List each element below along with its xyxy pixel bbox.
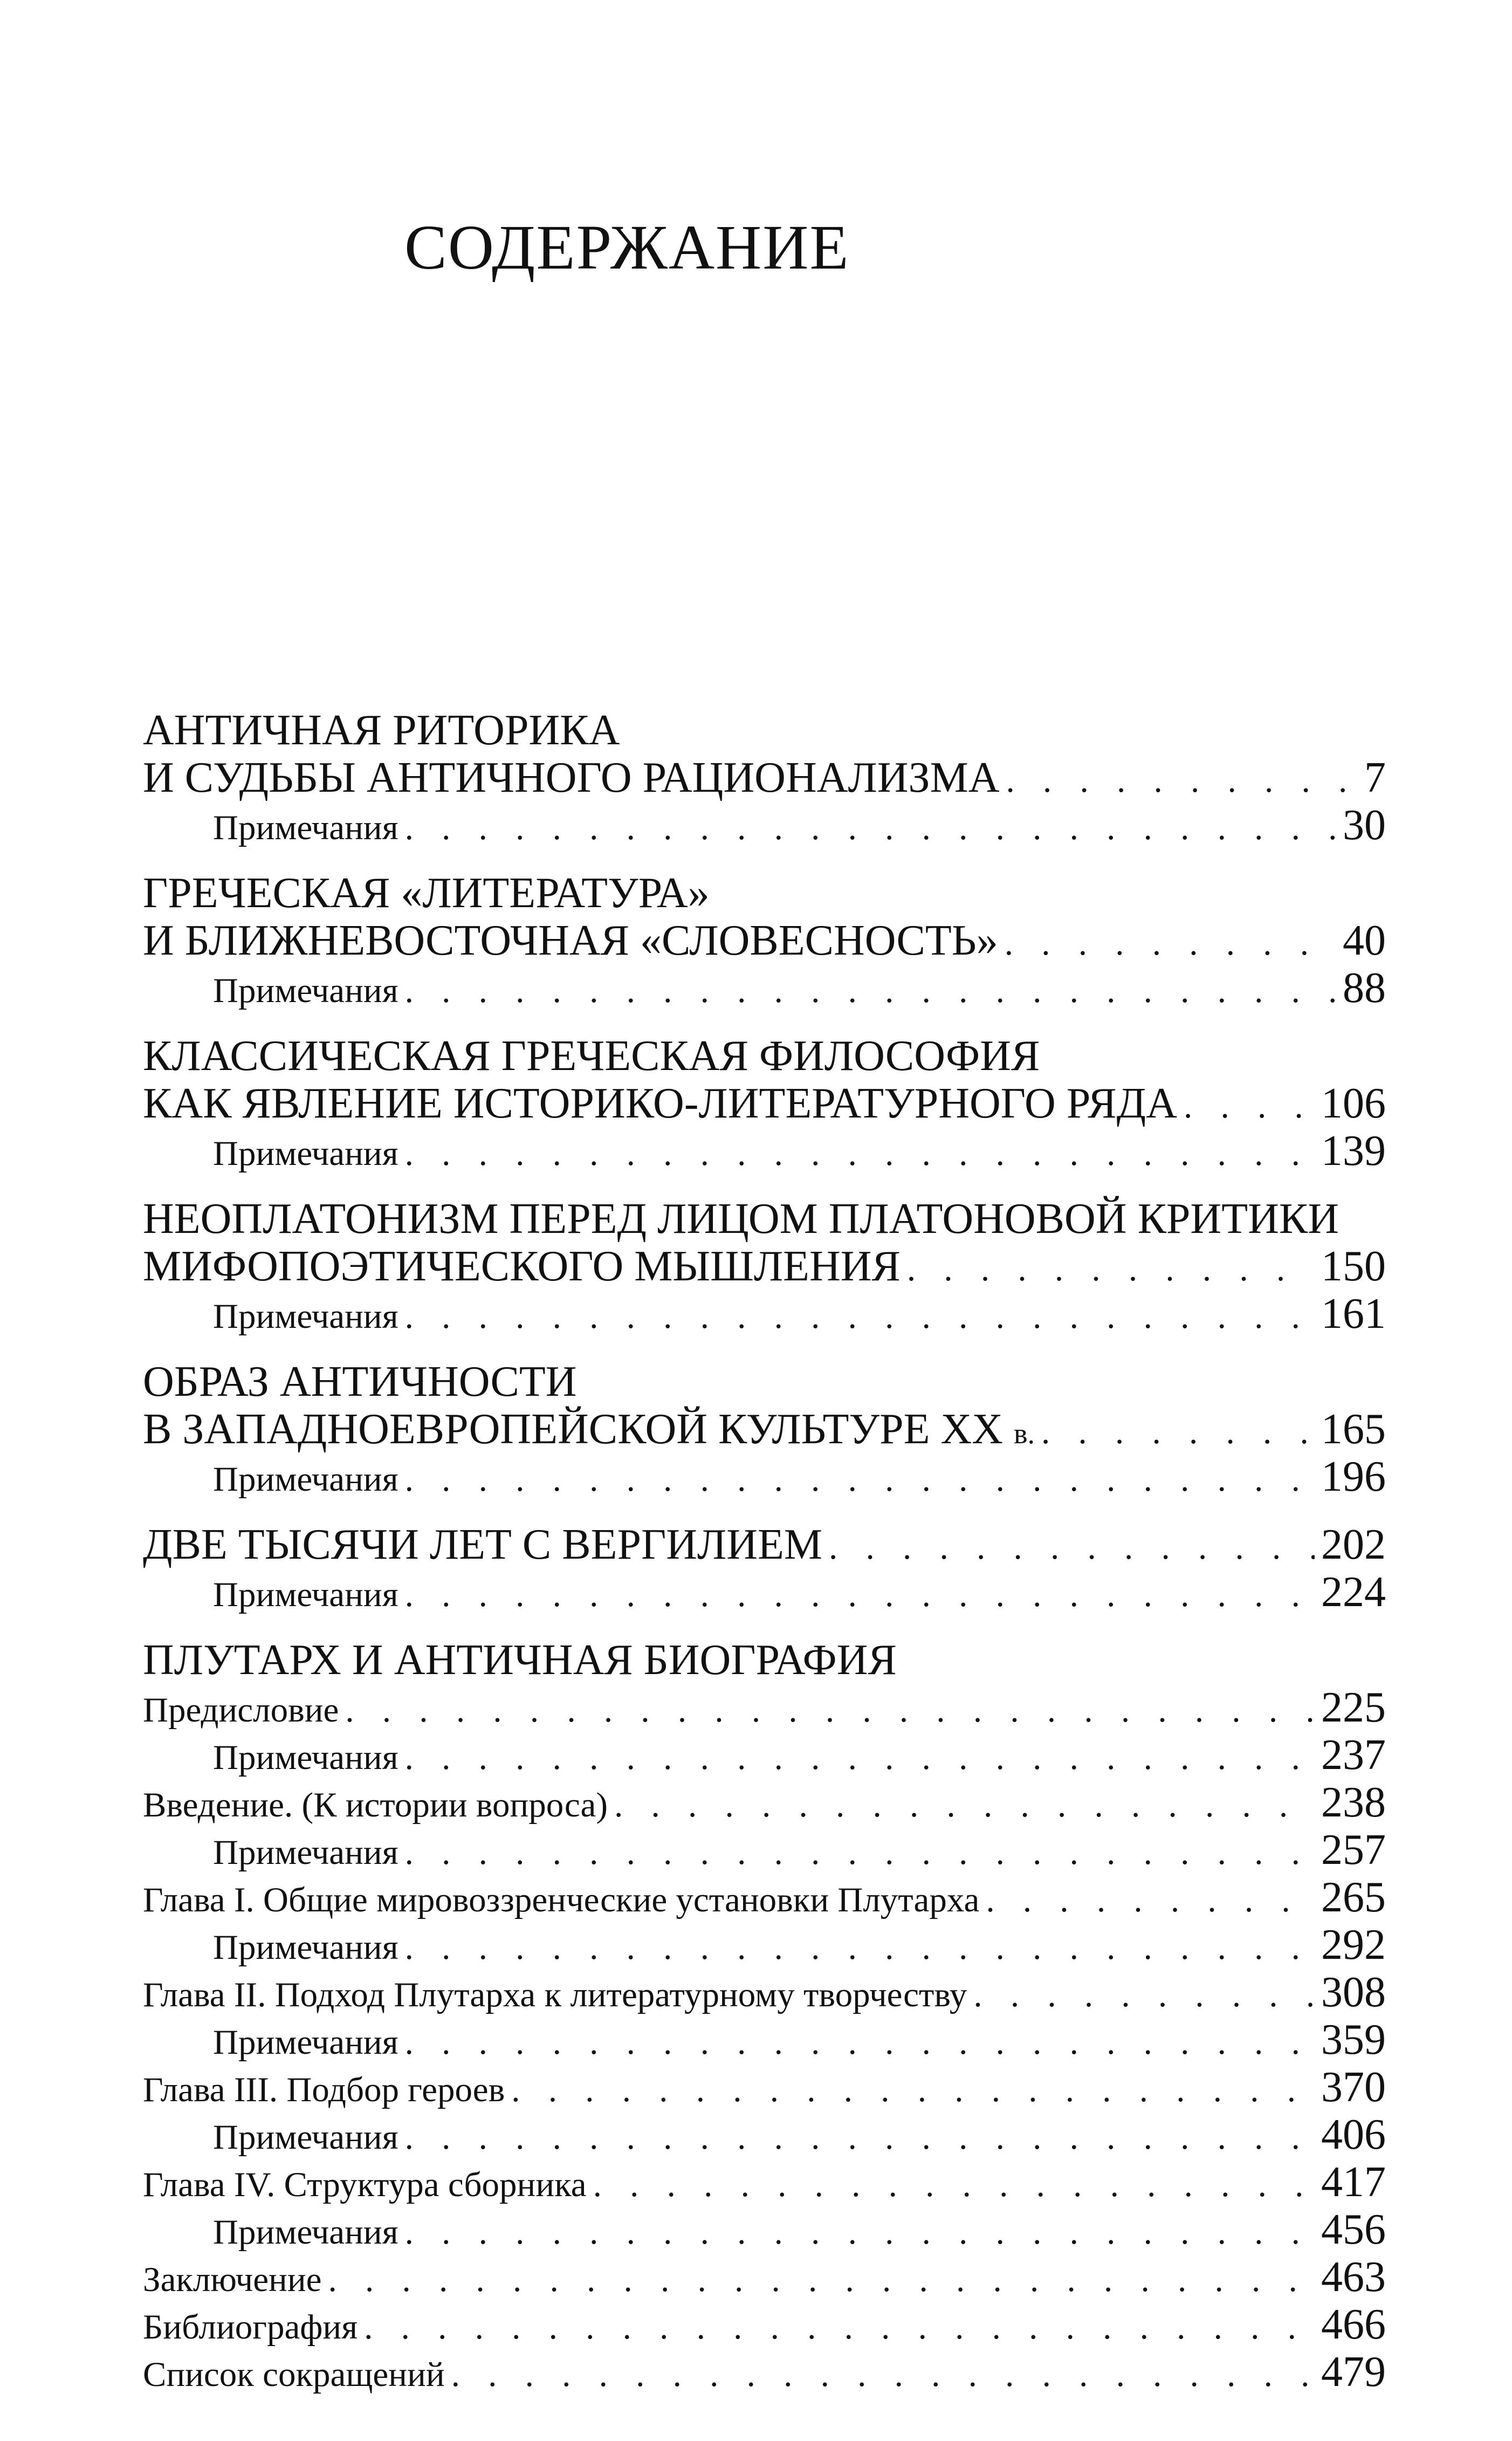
- page-number: 150: [1321, 1243, 1386, 1290]
- notes-line[interactable]: [143, 2016, 1386, 2063]
- section-heading-line: [143, 1636, 1386, 1684]
- leader-dots: [451, 2351, 1315, 2398]
- page-number: 456: [1321, 2206, 1386, 2253]
- leader-dots: [405, 2114, 1315, 2161]
- leader-dots: [328, 2256, 1315, 2303]
- page-number: 257: [1321, 1826, 1386, 1874]
- toc-entry-title-line: [143, 1080, 1386, 1127]
- page-number: 417: [1321, 2158, 1386, 2206]
- leader-dots: [345, 1686, 1315, 1734]
- leader-dots: [1184, 1082, 1315, 1130]
- toc-item[interactable]: [143, 2301, 1386, 2348]
- page-number: 165: [1321, 1405, 1386, 1453]
- notes-label: Примечания: [213, 2213, 398, 2252]
- toc-entry-title: КАК ЯВЛЕНИЕ ИСТОРИКО-ЛИТЕРАТУРНОГО РЯДА: [143, 1080, 1177, 1127]
- page-number: 88: [1343, 964, 1386, 1012]
- toc-entry-title-line: [143, 754, 1386, 801]
- notes-label: Примечания: [213, 1297, 398, 1336]
- page-number: 292: [1321, 1921, 1386, 1969]
- page-number: 30: [1343, 801, 1386, 849]
- page-number: 225: [1321, 1684, 1386, 1731]
- toc-entry-title-line: [143, 1243, 1386, 1290]
- toc-entry-literature[interactable]: [143, 869, 1386, 1012]
- page-number: 238: [1321, 1779, 1386, 1826]
- leader-dots: [986, 1876, 1315, 1924]
- leader-dots: [364, 2303, 1315, 2351]
- leader-dots: [405, 2209, 1315, 2256]
- page-number: 196: [1321, 1453, 1386, 1500]
- notes-label: Примечания: [213, 971, 398, 1010]
- toc-entry-title-line: [143, 1195, 1386, 1243]
- page-number: 308: [1321, 1969, 1386, 2016]
- page-number: 370: [1321, 2063, 1386, 2111]
- toc-item-label: Глава II. Подход Плутарха к литературному творчеству: [143, 1976, 967, 2014]
- toc-entry-title: МИФОПОЭТИЧЕСКОГО МЫШЛЕНИЯ: [143, 1243, 901, 1290]
- toc-entry-title-suffix: в.: [1014, 1417, 1035, 1450]
- toc-entry-title: ОБРАЗ АНТИЧНОСТИ: [143, 1358, 577, 1405]
- toc-entry-title-text: В ЗАПАДНОЕВРОПЕЙСКОЙ КУЛЬТУРЕ XX: [143, 1405, 1003, 1453]
- toc-entry-title: И БЛИЖНЕВОСТОЧНАЯ «СЛОВЕСНОСТЬ»: [143, 917, 998, 964]
- toc-entry-title: ДВЕ ТЫСЯЧИ ЛЕТ С ВЕРГИЛИЕМ: [143, 1521, 823, 1568]
- section-heading: ПЛУТАРХ И АНТИЧНАЯ БИОГРАФИЯ: [143, 1636, 897, 1684]
- leader-dots: [405, 1130, 1315, 1177]
- leader-dots: [614, 1781, 1315, 1829]
- toc-entry-title-line: [143, 1358, 1386, 1405]
- page-number: 265: [1321, 1874, 1386, 1921]
- notes-line[interactable]: [143, 2206, 1386, 2253]
- toc-item-label: Предисловие: [143, 1691, 339, 1730]
- toc-entry-title: [143, 1405, 1035, 1457]
- page-number: 7: [1364, 754, 1386, 801]
- notes-label: Примечания: [213, 1928, 398, 1967]
- toc-entry-rhetoric[interactable]: [143, 707, 1386, 849]
- notes-line[interactable]: [143, 2111, 1386, 2158]
- notes-label: Примечания: [213, 1833, 398, 1872]
- toc-section-plutarch: [143, 1636, 1386, 2396]
- toc-item-label: Введение. (К истории вопроса): [143, 1786, 608, 1825]
- page-number: 359: [1321, 2016, 1386, 2063]
- toc-item[interactable]: [143, 2253, 1386, 2301]
- toc-entry-title: И СУДЬБЫ АНТИЧНОГО РАЦИОНАЛИЗМА: [143, 754, 1000, 801]
- toc-item-label: Глава I. Общие мировоззренческие установки Плутарха: [143, 1881, 980, 1919]
- leader-dots: [405, 2019, 1315, 2066]
- leader-dots: [405, 1456, 1315, 1503]
- page-number: 466: [1321, 2301, 1386, 2348]
- notes-line[interactable]: [143, 1453, 1386, 1500]
- notes-line[interactable]: [143, 1731, 1386, 1779]
- toc-entry-philosophy[interactable]: [143, 1032, 1386, 1175]
- notes-label: Примечания: [213, 1460, 398, 1499]
- toc-item[interactable]: [143, 1684, 1386, 1731]
- leader-dots: [405, 1571, 1315, 1619]
- notes-line[interactable]: [143, 964, 1386, 1012]
- toc-item-label: Библиография: [143, 2308, 358, 2347]
- leader-dots: [907, 1245, 1315, 1293]
- page-number: 202: [1321, 1521, 1386, 1568]
- leader-dots: [593, 2161, 1315, 2209]
- notes-label: Примечания: [213, 2023, 398, 2062]
- toc-item[interactable]: [143, 2348, 1386, 2396]
- table-of-contents: [143, 707, 1386, 2396]
- leader-dots: [405, 967, 1336, 1014]
- leader-dots: [1006, 757, 1358, 804]
- toc-item[interactable]: [143, 2158, 1386, 2206]
- notes-label: Примечания: [213, 1575, 398, 1614]
- notes-label: Примечания: [213, 1134, 398, 1173]
- toc-item[interactable]: [143, 2063, 1386, 2111]
- toc-entry-vergil[interactable]: [143, 1521, 1386, 1616]
- page-number: 463: [1321, 2253, 1386, 2301]
- page-number: 161: [1321, 1290, 1386, 1338]
- toc-entry-title: АНТИЧНАЯ РИТОРИКА: [143, 707, 620, 754]
- leader-dots: [1041, 1408, 1315, 1456]
- toc-item[interactable]: [143, 1969, 1386, 2016]
- leader-dots: [405, 804, 1336, 852]
- toc-entry-title-line: [143, 707, 1386, 754]
- page-number: 40: [1343, 917, 1386, 964]
- page-number: 406: [1321, 2111, 1386, 2158]
- leader-dots: [1005, 920, 1336, 967]
- leader-dots: [829, 1524, 1315, 1571]
- notes-line[interactable]: [143, 1290, 1386, 1338]
- leader-dots: [405, 1829, 1315, 1876]
- page-number: 479: [1321, 2348, 1386, 2396]
- toc-entry-title: ГРЕЧЕСКАЯ «ЛИТЕРАТУРА»: [143, 869, 710, 917]
- page-title: СОДЕРЖАНИЕ: [404, 212, 850, 283]
- notes-label: Примечания: [213, 2118, 398, 2157]
- notes-label: Примечания: [213, 1738, 398, 1777]
- page-number: 224: [1321, 1568, 1386, 1616]
- page-number: 106: [1321, 1080, 1386, 1127]
- leader-dots: [973, 1971, 1315, 2019]
- toc-item-label: Заключение: [143, 2260, 322, 2299]
- notes-line[interactable]: [143, 1568, 1386, 1616]
- toc-entry-title-line: [143, 869, 1386, 917]
- toc-item-label: Глава IV. Структура сборника: [143, 2165, 587, 2204]
- page-number: 237: [1321, 1731, 1386, 1779]
- leader-dots: [405, 1734, 1315, 1781]
- toc-entry-title-line: [143, 1521, 1386, 1568]
- toc-entry-title-line: [143, 1032, 1386, 1080]
- toc-item-label: Список сокращений: [143, 2355, 445, 2394]
- toc-entry-neoplatonism[interactable]: [143, 1195, 1386, 1338]
- notes-line[interactable]: [143, 801, 1386, 849]
- toc-entry-title-line: [143, 1405, 1386, 1453]
- toc-entry-title: КЛАССИЧЕСКАЯ ГРЕЧЕСКАЯ ФИЛОСОФИЯ: [143, 1032, 1040, 1080]
- toc-item-label: Глава III. Подбор героев: [143, 2070, 505, 2109]
- notes-line[interactable]: [143, 1921, 1386, 1969]
- leader-dots: [405, 1293, 1315, 1340]
- notes-line[interactable]: [143, 1826, 1386, 1874]
- toc-entry-title: НЕОПЛАТОНИЗМ ПЕРЕД ЛИЦОМ ПЛАТОНОВОЙ КРИТИКИ: [143, 1195, 1339, 1243]
- leader-dots: [405, 1924, 1315, 1971]
- leader-dots: [511, 2066, 1315, 2114]
- toc-item[interactable]: [143, 1779, 1386, 1826]
- toc-entry-antiquity-image[interactable]: [143, 1358, 1386, 1500]
- notes-line[interactable]: [143, 1127, 1386, 1175]
- page-number: 139: [1321, 1127, 1386, 1175]
- notes-label: Примечания: [213, 808, 398, 847]
- toc-entry-title-line: [143, 917, 1386, 964]
- toc-item[interactable]: [143, 1874, 1386, 1921]
